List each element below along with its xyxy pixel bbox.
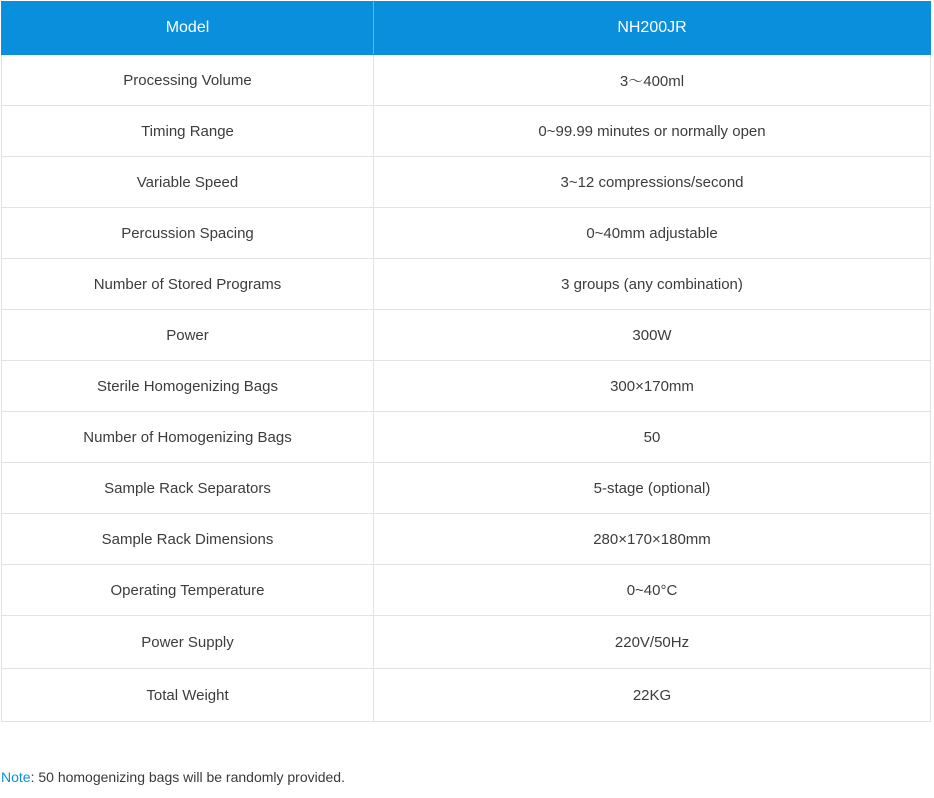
spec-label: Processing Volume (2, 55, 374, 106)
spec-value: 300×170mm (374, 361, 931, 412)
table-row (2, 514, 931, 565)
table-row (2, 55, 931, 106)
spec-table (1, 1, 931, 722)
spec-value: 0~99.99 minutes or normally open (374, 106, 931, 157)
footnote (1, 769, 345, 785)
spec-value: 3~12 compressions/second (374, 157, 931, 208)
spec-value: 0~40°C (374, 565, 931, 616)
table-row (2, 157, 931, 208)
spec-value: 0~40mm adjustable (374, 208, 931, 259)
note-label: Note (1, 769, 31, 785)
spec-label: Percussion Spacing (2, 208, 374, 259)
spec-label: Power Supply (2, 616, 374, 669)
table-row (2, 106, 931, 157)
table-row (2, 208, 931, 259)
spec-label: Operating Temperature (2, 565, 374, 616)
header-model-label: Model (2, 2, 374, 55)
spec-label: Power (2, 310, 374, 361)
header-model-value: NH200JR (374, 2, 931, 55)
spec-value: 22KG (374, 669, 931, 722)
table-row (2, 259, 931, 310)
spec-label: Number of Homogenizing Bags (2, 412, 374, 463)
table-row (2, 361, 931, 412)
table-row (2, 616, 931, 669)
spec-label: Total Weight (2, 669, 374, 722)
spec-value: 300W (374, 310, 931, 361)
spec-label: Sample Rack Separators (2, 463, 374, 514)
spec-label: Sample Rack Dimensions (2, 514, 374, 565)
table-row (2, 310, 931, 361)
spec-label: Timing Range (2, 106, 374, 157)
spec-label: Sterile Homogenizing Bags (2, 361, 374, 412)
table-row (2, 565, 931, 616)
table-row (2, 463, 931, 514)
note-text: : 50 homogenizing bags will be randomly provided. (30, 769, 345, 785)
table-row (2, 669, 931, 722)
spec-value: 50 (374, 412, 931, 463)
spec-value: 3 groups (any combination) (374, 259, 931, 310)
table-header-row (2, 2, 931, 55)
table-row (2, 412, 931, 463)
spec-value: 3～400ml (374, 55, 931, 106)
spec-value: 280×170×180mm (374, 514, 931, 565)
spec-value: 220V/50Hz (374, 616, 931, 669)
spec-label: Number of Stored Programs (2, 259, 374, 310)
spec-value: 5-stage (optional) (374, 463, 931, 514)
spec-label: Variable Speed (2, 157, 374, 208)
